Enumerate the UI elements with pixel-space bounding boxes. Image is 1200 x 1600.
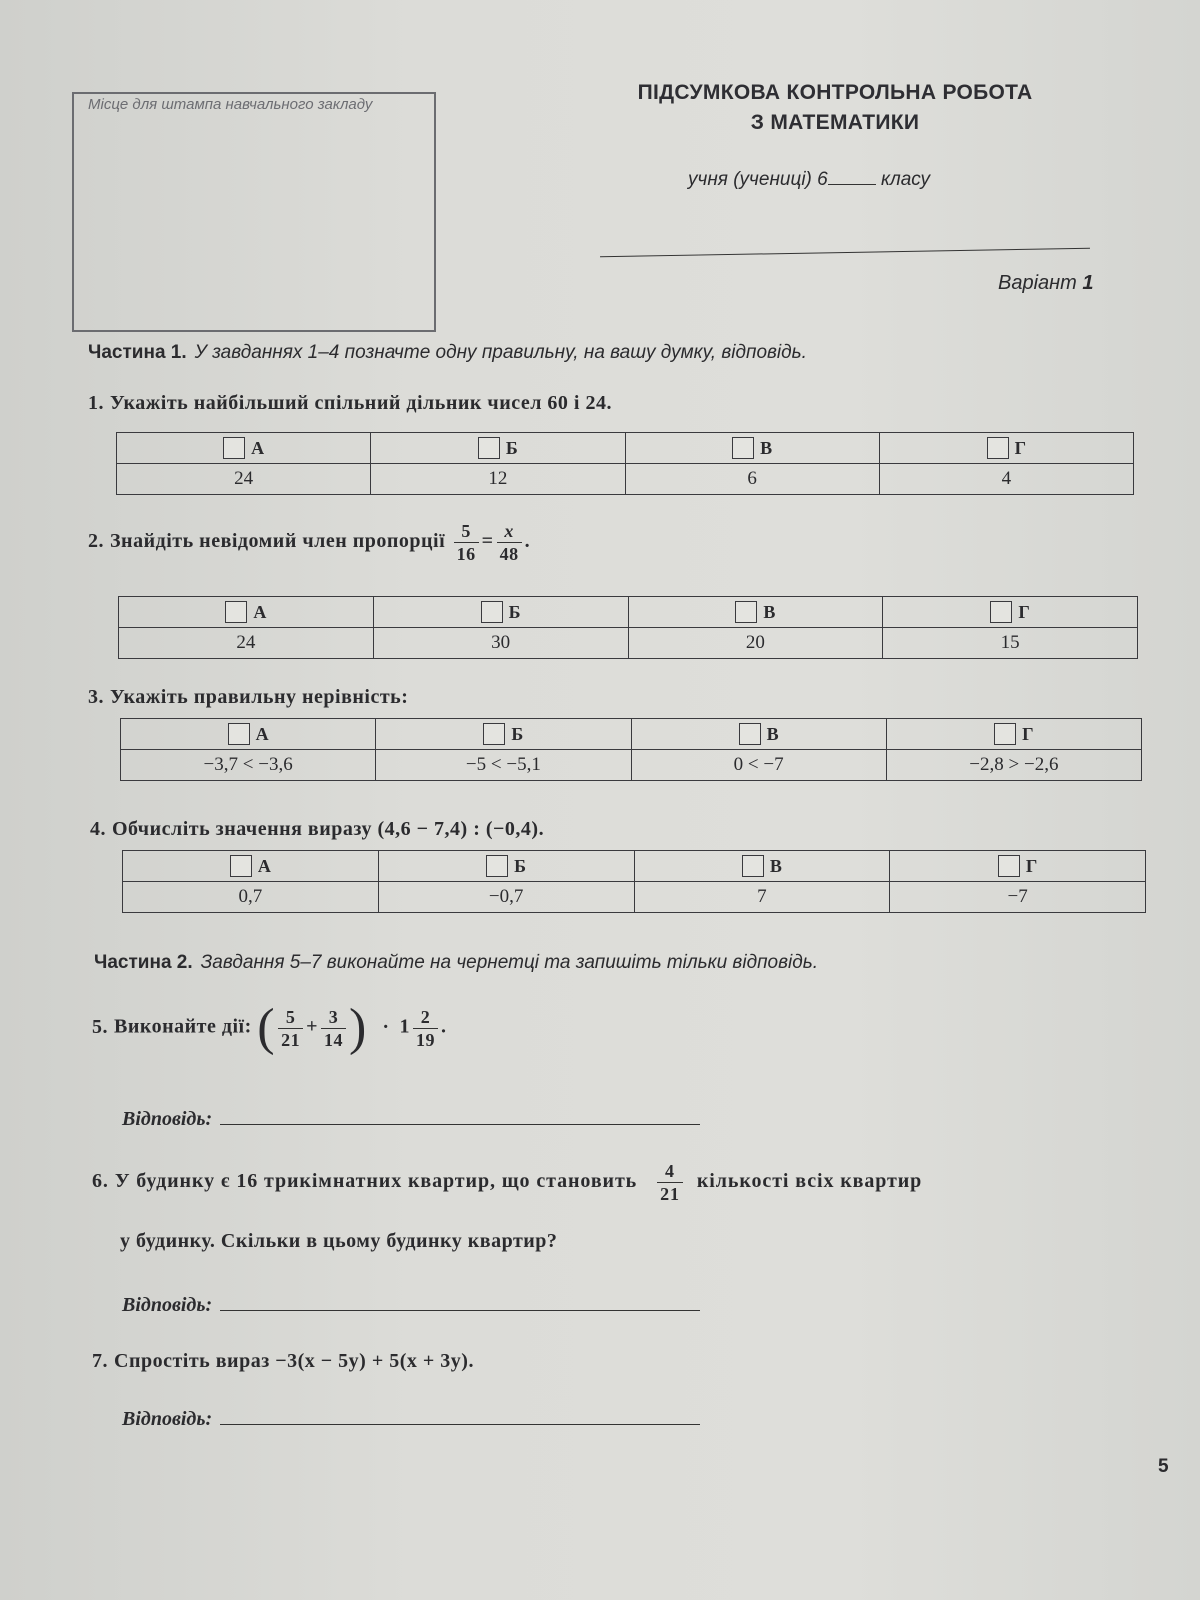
answer-6-line[interactable] — [220, 1292, 700, 1311]
checkbox[interactable] — [998, 855, 1020, 877]
part1-heading — [88, 342, 807, 364]
student-prefix: учня (учениці) 6 — [688, 169, 828, 190]
checkbox[interactable] — [481, 601, 503, 623]
title-line-1: ПІДСУМКОВА КОНТРОЛЬНА РОБОТА — [637, 81, 1033, 104]
stamp-box — [72, 92, 436, 332]
checkbox[interactable] — [742, 855, 764, 877]
question-7: 7. Спростіть вираз −3(x − 5y) + 5(x + 3y). — [92, 1350, 474, 1372]
checkbox[interactable] — [486, 855, 508, 877]
fraction: $\frac{x}{48}$ — [497, 520, 522, 565]
fraction: $\frac{4}{21}$ — [657, 1160, 683, 1205]
option-a[interactable]: А — [119, 597, 374, 628]
answer-7: Відповідь: — [122, 1406, 700, 1431]
option-b[interactable]: Б — [378, 851, 634, 882]
answer-a: 24 — [119, 628, 374, 659]
checkbox[interactable] — [732, 437, 754, 459]
option-a[interactable]: А — [121, 719, 376, 750]
question-4-options — [122, 850, 1146, 913]
option-a[interactable]: А — [117, 433, 371, 464]
answer-b: 30 — [373, 628, 628, 659]
option-v[interactable]: В — [634, 851, 890, 882]
option-b[interactable]: Б — [376, 719, 631, 750]
answer-v: 7 — [634, 882, 890, 913]
checkbox[interactable] — [987, 437, 1009, 459]
question-5: 5. Виконайте дії: ( $\frac{5}{21}$ + $\frac{3}{14}$ ) · 1 $\frac{2}{19}$ . — [92, 999, 447, 1056]
answer-a: 24 — [117, 464, 371, 495]
answer-a: −3,7 < −3,6 — [121, 750, 376, 781]
fraction: $\frac{5}{16}$ — [454, 520, 479, 565]
checkbox[interactable] — [478, 437, 500, 459]
answer-v: 0 < −7 — [631, 750, 886, 781]
checkbox[interactable] — [735, 601, 757, 623]
question-3-options — [120, 718, 1142, 781]
option-g[interactable]: Г — [883, 597, 1138, 628]
option-g[interactable]: Г — [879, 433, 1133, 464]
class-letter-blank[interactable] — [828, 168, 876, 185]
page-number: 5 — [1158, 1456, 1169, 1477]
checkbox[interactable] — [994, 723, 1016, 745]
student-suffix: класу — [881, 169, 931, 190]
answer-7-line[interactable] — [220, 1406, 700, 1425]
fraction: $\frac{5}{21}$ — [278, 1006, 303, 1051]
variant-number: 1 — [1082, 272, 1094, 294]
option-g[interactable]: Г — [890, 851, 1146, 882]
checkbox[interactable] — [223, 437, 245, 459]
answer-g: 15 — [883, 628, 1138, 659]
title-line-2: З МАТЕМАТИКИ — [750, 111, 920, 134]
answer-b: −5 < −5,1 — [376, 750, 631, 781]
question-1: 1. Укажіть найбільший спільний дільник чисел 60 і 24. — [88, 392, 612, 414]
page-title — [600, 78, 1070, 138]
question-2-options — [118, 596, 1138, 659]
question-3: 3. Укажіть правильну нерівність: — [88, 686, 409, 708]
answer-v: 6 — [625, 464, 879, 495]
answer-v: 20 — [628, 628, 883, 659]
part2-label: Частина 2. — [94, 952, 193, 973]
checkbox[interactable] — [739, 723, 761, 745]
answer-a: 0,7 — [123, 882, 379, 913]
option-b[interactable]: Б — [373, 597, 628, 628]
answer-g: −2,8 > −2,6 — [886, 750, 1141, 781]
stamp-label: Місце для штампа навчального закладу — [88, 96, 373, 113]
checkbox[interactable] — [225, 601, 247, 623]
part2-text: Завдання 5–7 виконайте на чернетці та запишіть тільки відповідь. — [200, 952, 819, 973]
checkbox[interactable] — [228, 723, 250, 745]
part1-text: У завданнях 1–4 позначте одну правильну, на вашу думку, відповідь. — [194, 342, 807, 363]
question-2: 2. Знайдіть невідомий член пропорції $\frac{5}{16}$ = $\frac{x}{48}$ . — [88, 521, 531, 564]
question-4: 4. Обчисліть значення виразу (4,6 − 7,4) : (−0,4). — [90, 818, 545, 840]
checkbox[interactable] — [483, 723, 505, 745]
answer-g: 4 — [879, 464, 1133, 495]
answer-b: −0,7 — [378, 882, 634, 913]
option-g[interactable]: Г — [886, 719, 1141, 750]
question-6: 6. У будинку є 16 трикімнатних квартир, що становить $\frac{4}{21}$ кількості всіх квартир — [92, 1161, 923, 1204]
fraction: $\frac{2}{19}$ — [413, 1006, 438, 1051]
answer-g: −7 — [890, 882, 1146, 913]
part2-heading — [94, 952, 818, 974]
option-v[interactable]: В — [628, 597, 883, 628]
answer-6: Відповідь: — [122, 1292, 700, 1317]
option-v[interactable]: В — [631, 719, 886, 750]
variant-label: Варіант 1 — [998, 272, 1094, 294]
fraction: $\frac{3}{14}$ — [321, 1006, 346, 1051]
option-v[interactable]: В — [625, 433, 879, 464]
answer-5: Відповідь: — [122, 1106, 700, 1131]
student-class-line — [688, 168, 930, 191]
checkbox[interactable] — [230, 855, 252, 877]
part1-label: Частина 1. — [88, 342, 187, 363]
answer-5-line[interactable] — [220, 1106, 700, 1125]
option-a[interactable]: А — [123, 851, 379, 882]
answer-b: 12 — [371, 464, 625, 495]
student-name-line[interactable] — [600, 248, 1090, 258]
checkbox[interactable] — [990, 601, 1012, 623]
question-6-line-2: у будинку. Скільки в цьому будинку квартир? — [120, 1230, 558, 1252]
option-b[interactable]: Б — [371, 433, 625, 464]
question-1-options — [116, 432, 1134, 495]
